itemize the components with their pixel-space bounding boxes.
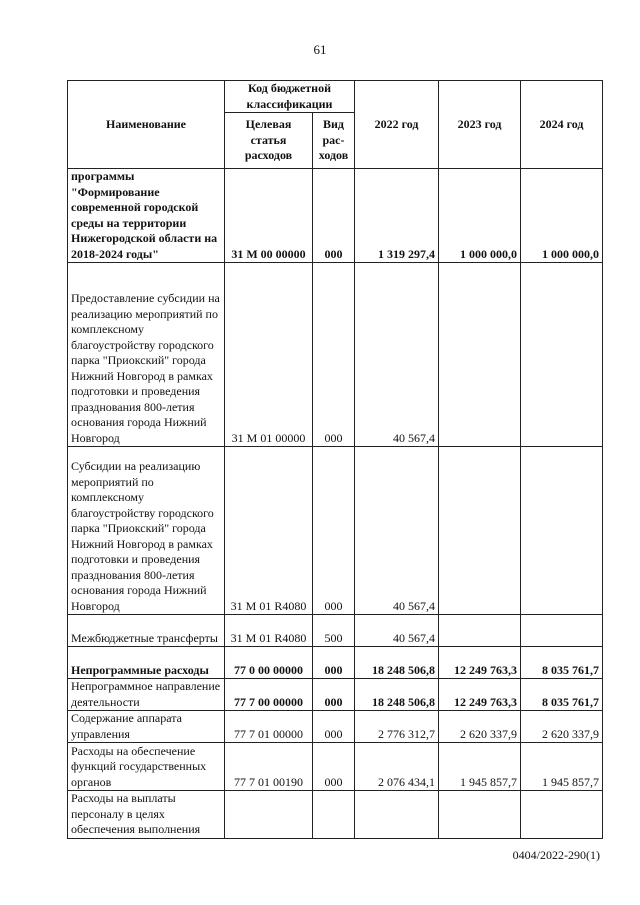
row-2023 (439, 447, 521, 615)
table-row (68, 169, 603, 263)
row-2022: 2 776 312,7 (355, 711, 439, 743)
table-row (68, 743, 603, 791)
row-expense-type: 500 (313, 615, 355, 647)
row-2022: 18 248 506,8 (355, 679, 439, 711)
row-2022: 40 567,4 (355, 615, 439, 647)
row-2024: 8 035 761,7 (521, 679, 603, 711)
header-2022: 2022 год (355, 81, 439, 169)
row-expense-type (313, 791, 355, 839)
row-name: программы "Формирование современной городской среды на территории Нижегородской области на 2018-2024 годы" (68, 169, 225, 263)
row-name: Субсидии на реализацию мероприятий по комплексному благоустройству городского парка "Приокский" города Нижний Новгород в рамках подготовки и проведения празднования 800-летия основания города Нижний Новгород (68, 447, 225, 615)
header-name: Наименование (68, 81, 225, 169)
budget-table (67, 80, 603, 839)
table-row (68, 791, 603, 839)
page-number: 61 (313, 42, 327, 57)
row-2024: 1 000 000,0 (521, 169, 603, 263)
row-target-article: 31 М 01 R4080 (225, 447, 313, 615)
row-name: Непрограммные расходы (68, 647, 225, 679)
row-target-article: 77 7 00 00000 (225, 679, 313, 711)
table-row (68, 615, 603, 647)
row-target-article: 77 0 00 00000 (225, 647, 313, 679)
row-expense-type: 000 (313, 169, 355, 263)
row-2023: 2 620 337,9 (439, 711, 521, 743)
row-2024: 2 620 337,9 (521, 711, 603, 743)
table-row (68, 263, 603, 447)
row-expense-type: 000 (313, 447, 355, 615)
row-2022: 40 567,4 (355, 263, 439, 447)
row-expense-type: 000 (313, 263, 355, 447)
row-target-article: 31 М 01 R4080 (225, 615, 313, 647)
row-target-article: 31 М 01 00000 (225, 263, 313, 447)
header-expense-type: Вид рас-ходов (313, 113, 355, 169)
row-expense-type: 000 (313, 711, 355, 743)
row-2023: 1 000 000,0 (439, 169, 521, 263)
document-code: 0404/2022-290(1) (512, 848, 600, 862)
table-row (68, 647, 603, 679)
row-target-article: 77 7 01 00000 (225, 711, 313, 743)
header-2024: 2024 год (521, 81, 603, 169)
row-expense-type: 000 (313, 679, 355, 711)
row-expense-type: 000 (313, 743, 355, 791)
row-2023: 12 249 763,3 (439, 679, 521, 711)
row-2024 (521, 615, 603, 647)
table-row (68, 447, 603, 615)
row-2022: 2 076 434,1 (355, 743, 439, 791)
row-2022 (355, 791, 439, 839)
row-2024: 1 945 857,7 (521, 743, 603, 791)
row-target-article: 77 7 01 00190 (225, 743, 313, 791)
header-target-article: Целевая статья расходов (225, 113, 313, 169)
header-budget-classification: Код бюджетной классификации (225, 81, 355, 113)
row-2023 (439, 615, 521, 647)
row-2022: 1 319 297,4 (355, 169, 439, 263)
table-row (68, 679, 603, 711)
row-2024 (521, 447, 603, 615)
row-2023: 12 249 763,3 (439, 647, 521, 679)
row-name: Непрограммное направление деятельности (68, 679, 225, 711)
row-2024 (521, 791, 603, 839)
row-2023 (439, 263, 521, 447)
table-row (68, 711, 603, 743)
row-2022: 40 567,4 (355, 447, 439, 615)
row-expense-type: 000 (313, 647, 355, 679)
row-name: Содержание аппарата управления (68, 711, 225, 743)
row-target-article: 31 М 00 00000 (225, 169, 313, 263)
row-2024: 8 035 761,7 (521, 647, 603, 679)
row-2023: 1 945 857,7 (439, 743, 521, 791)
row-2023 (439, 791, 521, 839)
row-2024 (521, 263, 603, 447)
row-name: Межбюджетные трансферты (68, 615, 225, 647)
header-2023: 2023 год (439, 81, 521, 169)
row-2022: 18 248 506,8 (355, 647, 439, 679)
row-name: Расходы на обеспечение функций государственных органов (68, 743, 225, 791)
row-target-article (225, 791, 313, 839)
row-name: Расходы на выплаты персоналу в целях обеспечения выполнения (68, 791, 225, 839)
row-name: Предоставление субсидии на реализацию мероприятий по комплексному благоустройству городского парка "Приокский" города Нижний Новгород в рамках подготовки и проведения празднования 800-летия основания города Нижний Новгород (68, 263, 225, 447)
